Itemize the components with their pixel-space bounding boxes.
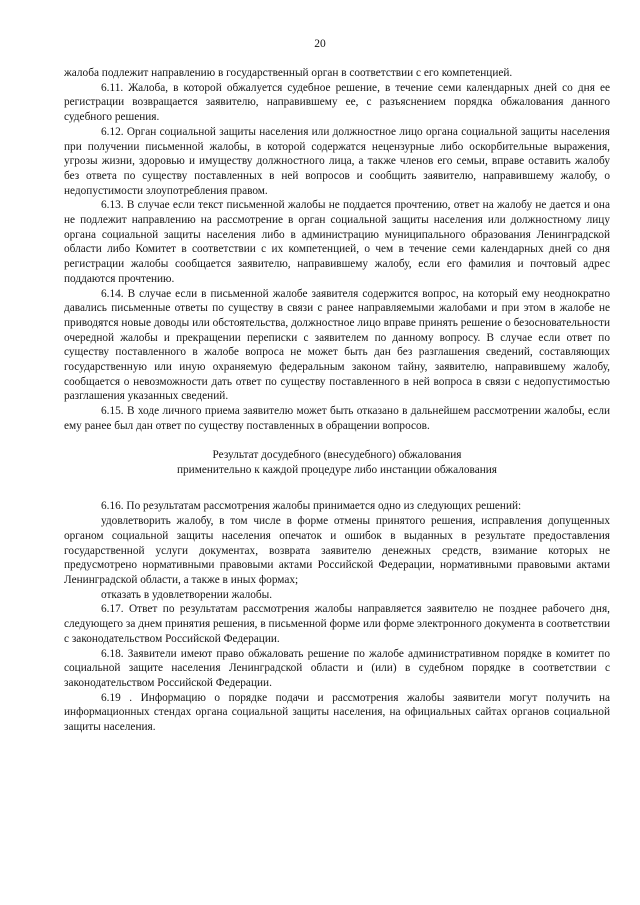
paragraph-decision-satisfy: удовлетворить жалобу, в том числе в форме отмены принятого решения, исправления допущенных органом социальной защиты населения опечаток и ошибок в выданных в результате предоставления государственной услуги документах, возврата заявителю денежных средств, взимание которых не предусмотрено нормативными правовыми актами Российской Федерации, нормативными правовыми актами Ленинградской области, а также в иных формах; (64, 515, 610, 586)
document-body (64, 66, 610, 735)
paragraph-decision-refuse: отказать в удовлетворении жалобы. (101, 588, 273, 601)
paragraph-6-11: 6.11. Жалоба, в которой обжалуется судебное решение, в течение семи календарных дней со дня ее регистрации возвращается заявителю, направившему ее, с разъяснением порядка обжалования данного судебного решения. (64, 81, 610, 124)
spacer (64, 477, 610, 499)
section-heading-line-1: Результат досудебного (внесудебного) обжалования (212, 449, 462, 462)
spacer (64, 434, 610, 449)
paragraph-6-16: 6.16. По результатам рассмотрения жалобы принимается одно из следующих решений: (101, 500, 522, 513)
paragraph-6-12: 6.12. Орган социальной защиты населения или должностное лицо органа социальной защиты населения при получении письменной жалобы, в которой содержатся нецензурные либо оскорбительные выражения, угрозы жизни, здоровью и имуществу должностного лица, а также членов его семьи, вправе оставить жалобу без ответа по существу поставленных в ней вопросов и сообщить заявителю, направившему жалобу, о недопустимости злоупотребления правом. (64, 125, 610, 197)
paragraph-6-14: 6.14. В случае если в письменной жалобе заявителя содержится вопрос, на который ему неоднократно давались письменные ответы по существу в связи с ранее направляемыми жалобами и при этом в жалобе не приводятся новые доводы или обстоятельства, должностное лицо вправе принять решение о безосновательности очередной жалобы и прекращении переписки с заявителем по данному вопросу. В случае если ответ по существу поставленного в жалобе вопроса не может быть дан без разглашения сведений, составляющих государственную или иную охраняемую федеральным законом тайну, заявителю, направившему жалобу, сообщается о невозможности дать ответ по существу поставленного в ней вопроса в связи с недопустимостью разглашения указанных сведений. (64, 287, 610, 403)
paragraph-6-17: 6.17. Ответ по результатам рассмотрения жалобы направляется заявителю не позднее рабочего дня, следующего за днем принятия решения, в письменной форме или форме электронного документа в соответствии с законодательством Российской Федерации. (64, 603, 610, 645)
paragraph-6-13: 6.13. В случае если текст письменной жалобы не поддается прочтению, ответ на жалобу не дается и она не подлежит направлению на рассмотрение в орган социальной защиты населения или должностному лицу органа социальной защиты населения либо в администрацию муниципального образования Ленинградской области либо Комитет в соответствии с их компетенцией, о чем в течение семи календарных дней со дня регистрации жалобы сообщается заявителю, направившему жалобу, если его фамилия и почтовый адрес поддаются прочтению. (64, 199, 610, 285)
paragraph-6-15: 6.15. В ходе личного приема заявителю может быть отказано в дальнейшем рассмотрении жалобы, если ему ранее был дан ответ по существу поставленных в обращении вопросов. (64, 405, 610, 432)
paragraph-6-19: 6.19 . Информацию о порядке подачи и рассмотрения жалобы заявители могут получить на информационных стендах органа социальной защиты населения, на официальных сайтах органов социальной защиты населения. (64, 691, 610, 734)
paragraph-continuation: жалоба подлежит направлению в государственный орган в соответствии с его компетенцией. (64, 67, 513, 79)
paragraph-6-18: 6.18. Заявители имеют право обжаловать решение по жалобе административном порядке в комитет по социальной защите населения Ленинградской области и (или) в судебном порядке в соответствии с законодательством Российской Федерации. (64, 647, 610, 689)
page-number: 20 (314, 38, 326, 50)
section-heading-line-2: применительно к каждой процедуре либо инстанции обжалования (176, 463, 497, 476)
